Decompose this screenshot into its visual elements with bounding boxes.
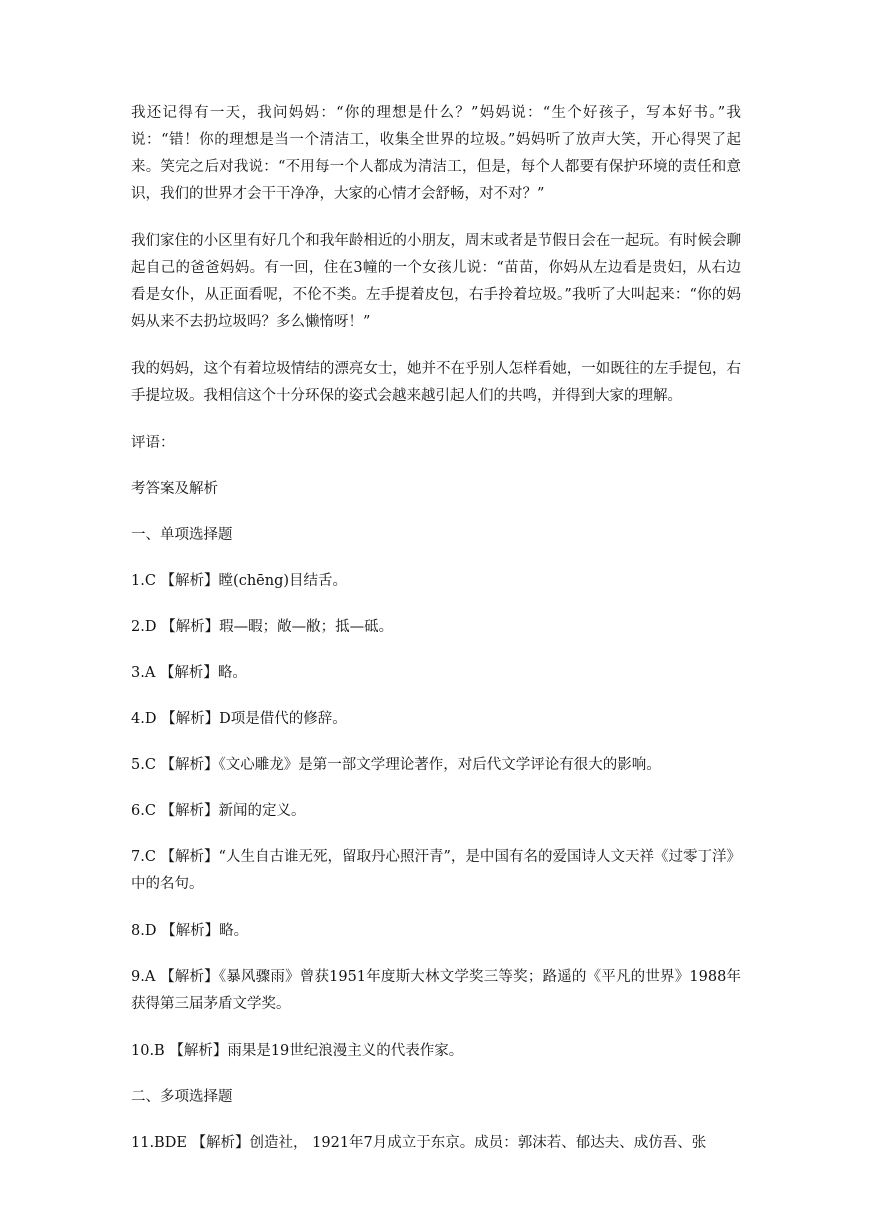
answer-item-9: 9.A 【解析】《暴风骤雨》曾获1951年度斯大林文学奖三等奖；路遥的《平凡的世界》1988年获得第三届茅盾文学奖。 <box>131 969 741 1012</box>
answer-item-11: 11.BDE 【解析】创造社， 1921年7月成立于东京。成员：郭沫若、郁达夫、成仿吾、张 <box>131 1135 707 1151</box>
answer-item-8: 8.D 【解析】略。 <box>131 923 249 939</box>
answer-item-6: 6.C 【解析】新闻的定义。 <box>131 803 306 819</box>
answer-item-7: 7.C 【解析】“人生自古谁无死，留取丹心照汗青”，是中国有名的爱国诗人文天祥《过零丁洋》中的名句。 <box>131 849 741 892</box>
comment-label: 评语： <box>131 435 175 451</box>
answer-item-1: 1.C 【解析】瞠(chēng)目结舌。 <box>131 573 348 589</box>
essay-paragraph-1: 我还记得有一天，我问妈妈：“你的理想是什么？”妈妈说：“生个好孩子，写本好书。”我说：“错！你的理想是当一个清洁工，收集全世界的垃圾。”妈妈听了放声大笑，开心得哭了起来。笑完之后对我说：“不用每一个人都成为清洁工，但是，每个人都要有保护环境的责任和意识，我们的世界才会干干净净，大家的心情才会舒畅，对不对？” <box>131 105 741 202</box>
answer-item-5: 5.C 【解析】《文心雕龙》是第一部文学理论著作，对后代文学评论有很大的影响。 <box>131 757 661 773</box>
answer-item-3: 3.A 【解析】略。 <box>131 665 247 681</box>
answer-item-2: 2.D 【解析】瑕—暇；敞—敝；抵—砥。 <box>131 619 394 635</box>
answer-item-4: 4.D 【解析】D项是借代的修辞。 <box>131 711 347 727</box>
document-body <box>131 100 741 1176</box>
essay-paragraph-2: 我们家住的小区里有好几个和我年龄相近的小朋友，周末或者是节假日会在一起玩。有时候会聊起自己的爸爸妈妈。有一回，住在3幢的一个女孩儿说：“苗苗，你妈从左边看是贵妇，从右边看是女仆，从正面看呢，不伦不类。左手提着皮包，右手拎着垃圾。”我听了大叫起来：“你的妈妈从来不去扔垃圾吗？多么懒惰呀！” <box>131 233 741 330</box>
section-heading-multiple-choice: 二、多项选择题 <box>131 1089 233 1105</box>
answer-item-10: 10.B 【解析】雨果是19世纪浪漫主义的代表作家。 <box>131 1043 464 1059</box>
section-heading-single-choice: 一、单项选择题 <box>131 527 233 543</box>
essay-paragraph-3: 我的妈妈，这个有着垃圾情结的漂亮女士，她并不在乎别人怎样看她，一如既往的左手提包，右手提垃圾。我相信这个十分环保的姿式会越来越引起人们的共鸣，并得到大家的理解。 <box>131 361 741 404</box>
answers-heading: 考答案及解析 <box>131 481 218 497</box>
